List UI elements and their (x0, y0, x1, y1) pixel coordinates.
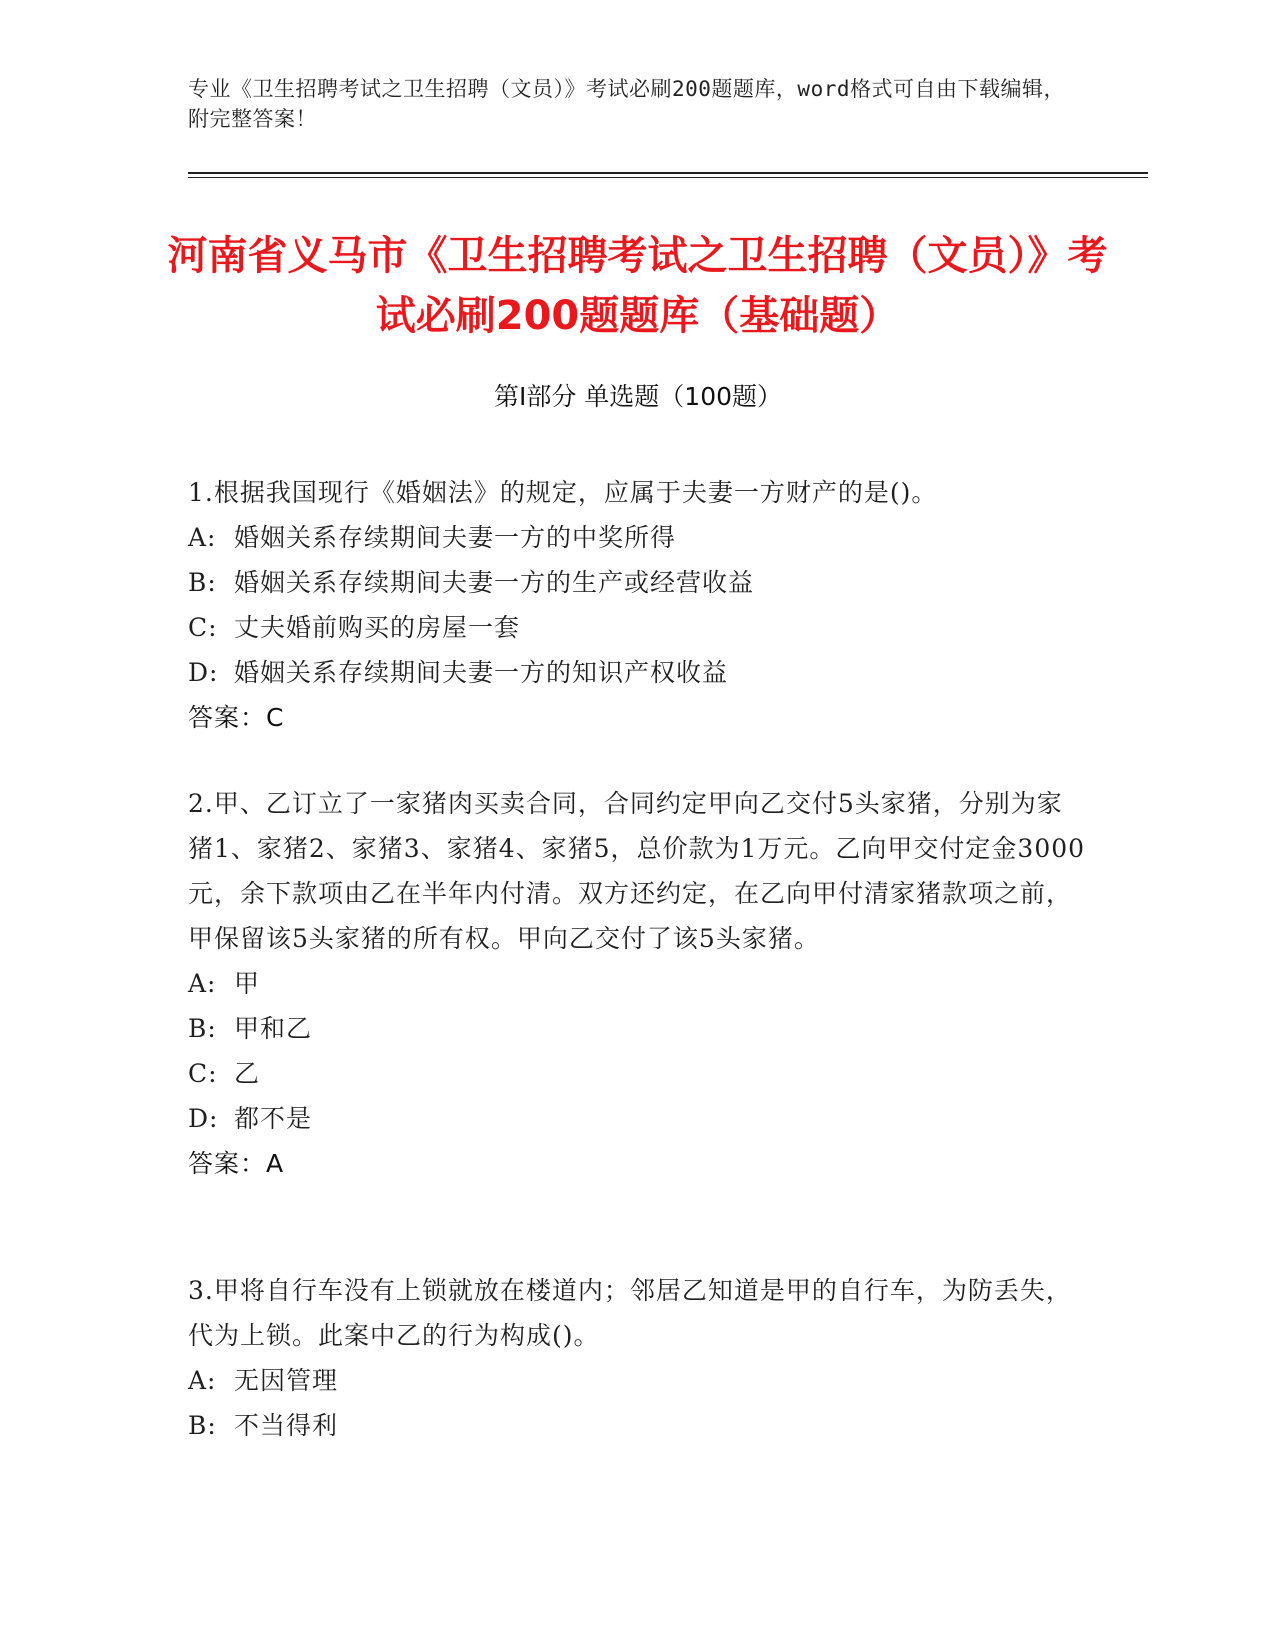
header-note: 专业《卫生招聘考试之卫生招聘（文员）》考试必刷200题题库，word格式可自由下载编辑，附完整答案！ (188, 77, 1065, 131)
option-c (188, 605, 1088, 650)
option-letter: D: (188, 658, 219, 687)
option-letter: A: (188, 969, 217, 998)
option-letter: B: (188, 1411, 217, 1440)
option-b (188, 1006, 1088, 1051)
option-a (188, 515, 1088, 560)
option-text: 甲 (234, 969, 261, 998)
option-letter: C: (188, 613, 218, 642)
option-text: 不当得利 (234, 1411, 339, 1440)
option-c (188, 1051, 1088, 1096)
answer-line (188, 695, 1088, 740)
option-letter: C: (188, 1059, 218, 1088)
question-stem: 1.根据我国现行《婚姻法》的规定，应属于夫妻一方财产的是()。 (188, 478, 938, 507)
option-b (188, 1403, 1088, 1448)
option-text: 婚姻关系存续期间夫妻一方的生产或经营收益 (234, 568, 755, 597)
section-title: 第I部分 单选题（100题） (493, 382, 783, 411)
option-d (188, 1096, 1088, 1141)
question-3 (188, 1268, 1088, 1448)
question-stem: 3.甲将自行车没有上锁就放在楼道内；邻居乙知道是甲的自行车，为防丢失，代为上锁。此案中乙的行为构成()。 (188, 1276, 1072, 1350)
option-b (188, 560, 1088, 605)
option-text: 乙 (234, 1059, 261, 1088)
option-text: 婚姻关系存续期间夫妻一方的知识产权收益 (234, 658, 729, 687)
option-d (188, 650, 1088, 695)
answer-label: 答案： (188, 703, 267, 732)
option-letter: D: (188, 1104, 219, 1133)
answer-value: A (266, 1149, 285, 1178)
option-text: 都不是 (234, 1104, 313, 1133)
question-2 (188, 781, 1088, 1186)
option-letter: A: (188, 523, 217, 552)
option-text: 无因管理 (234, 1366, 339, 1395)
option-text: 丈夫婚前购买的房屋一套 (234, 613, 521, 642)
option-letter: B: (188, 1014, 217, 1043)
header-divider-thin (188, 177, 1148, 178)
option-letter: B: (188, 568, 217, 597)
answer-label: 答案： (188, 1149, 267, 1178)
option-a (188, 961, 1088, 1006)
question-1 (188, 470, 1088, 740)
document-title: 河南省义马市《卫生招聘考试之卫生招聘（文员）》考试必刷200题题库（基础题） (167, 233, 1108, 339)
option-letter: A: (188, 1366, 217, 1395)
header-divider (188, 172, 1148, 174)
question-stem: 2.甲、乙订立了一家猪肉买卖合同，合同约定甲向乙交付5头家猪，分别为家猪1、家猪2、家猪3、家猪4、家猪5，总价款为1万元。乙向甲交付定金3000元，余下款项由乙在半年内付清。双方还约定，在乙向甲付清家猪款项之前，甲保留该5头家猪的所有权。甲向乙交付了该5头家猪。 (188, 789, 1086, 953)
option-text: 婚姻关系存续期间夫妻一方的中奖所得 (234, 523, 677, 552)
option-text: 甲和乙 (234, 1014, 313, 1043)
answer-value: C (266, 703, 285, 732)
answer-line (188, 1141, 1088, 1186)
option-a (188, 1358, 1088, 1403)
